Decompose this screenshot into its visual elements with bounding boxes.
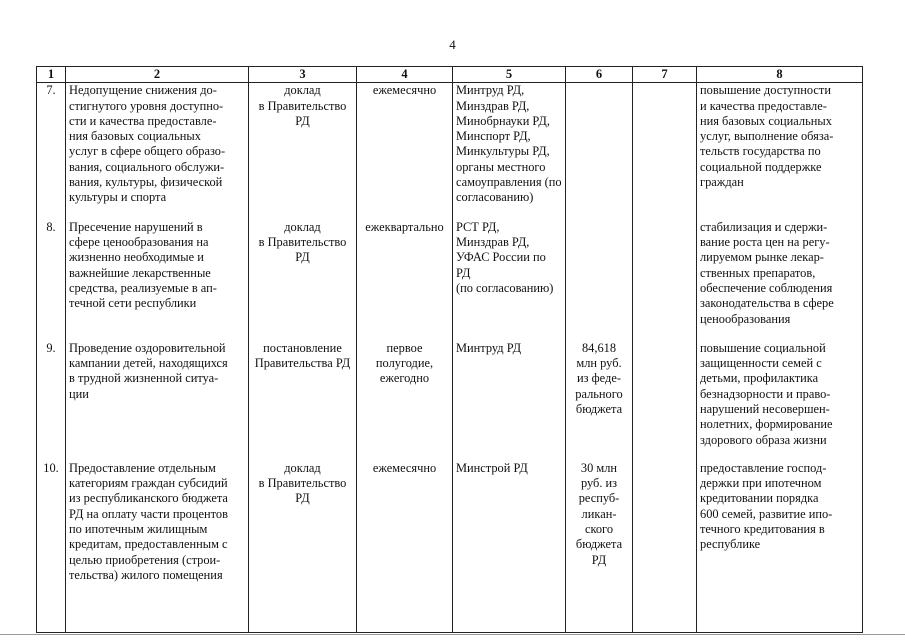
col7-cell [633,341,697,461]
table-row [37,461,863,633]
header-col-7: 7 [633,67,697,83]
measure-cell: Пресечение нарушений в сфере ценообразования на жизненно необходимые и важнейшие лекарственные средства, реализуемые в ап- течной сети республики [66,220,249,341]
executors-cell: РСТ РД, Минздрав РД, УФАС России по РД (по согласованию) [453,220,566,341]
col7-cell [633,461,697,633]
table-row [37,83,863,220]
row-number: 10. [37,461,66,633]
funding-cell: 30 млн руб. из респуб- ликан- ского бюджета РД [566,461,633,633]
page-number: 4 [449,37,456,52]
form-cell: постановление Правительства РД [249,341,357,461]
measure-cell: Недопущение снижения до- стигнутого уровня доступно- сти и качества предоставле- ния базовых социальных услуг в сфере общего образо- вания, социального обслужи- вания, культуры, физической культуры и спорта [66,83,249,220]
header-col-3: 3 [249,67,357,83]
executors-cell: Минстрой РД [453,461,566,633]
row-number: 9. [37,341,66,461]
result-cell: стабилизация и сдержи- вание роста цен на регу- лируемом рынке лекар- ственных препаратов, обеспечение соблюдения законодательства в сфере ценообразования [697,220,863,341]
funding-cell [566,220,633,341]
funding-cell: 84,618 млн руб. из феде- рального бюджета [566,341,633,461]
measure-cell: Предоставление отдельным категориям граждан субсидий из республиканского бюджета РД на оплату части процентов по ипотечным жилищным кредитам, предоставленным с целью приобретения (строи- тельства) жилого помещения [66,461,249,633]
row-number: 8. [37,220,66,341]
table-row [37,220,863,341]
scan-bottom-edge [0,634,905,635]
result-cell: предоставление господ- держки при ипотечном кредитовании порядка 600 семей, развитие ипо- течного кредитования в республике [697,461,863,633]
header-row [37,67,863,83]
result-cell: повышение социальной защищенности семей с детьми, профилактика безнадзорности и право- нарушений несовершен- нолетних, формирование здорового образа жизни [697,341,863,461]
header-col-1: 1 [37,67,66,83]
form-cell: доклад в Правительство РД [249,220,357,341]
col7-cell [633,83,697,220]
header-col-2: 2 [66,67,249,83]
header-col-5: 5 [453,67,566,83]
term-cell: ежемесячно [357,83,453,220]
row-number: 7. [37,83,66,220]
col7-cell [633,220,697,341]
executors-cell: Минтруд РД, Минздрав РД, Минобрнауки РД, Минспорт РД, Минкультуры РД, органы местного самоуправления (по согласованию) [453,83,566,220]
result-cell: повышение доступности и качества предоставле- ния базовых социальных услуг, выполнение обяза- тельств государства по социальной поддержке граждан [697,83,863,220]
header-col-8: 8 [697,67,863,83]
header-col-4: 4 [357,67,453,83]
term-cell: ежеквартально [357,220,453,341]
executors-cell: Минтруд РД [453,341,566,461]
term-cell: первое полугодие, ежегодно [357,341,453,461]
measure-cell: Проведение оздоровительной кампании детей, находящихся в трудной жизненной ситуа- ции [66,341,249,461]
term-cell: ежемесячно [357,461,453,633]
header-col-6: 6 [566,67,633,83]
plan-table [36,66,863,633]
table-row [37,341,863,461]
form-cell: доклад в Правительство РД [249,83,357,220]
funding-cell [566,83,633,220]
form-cell: доклад в Правительство РД [249,461,357,633]
